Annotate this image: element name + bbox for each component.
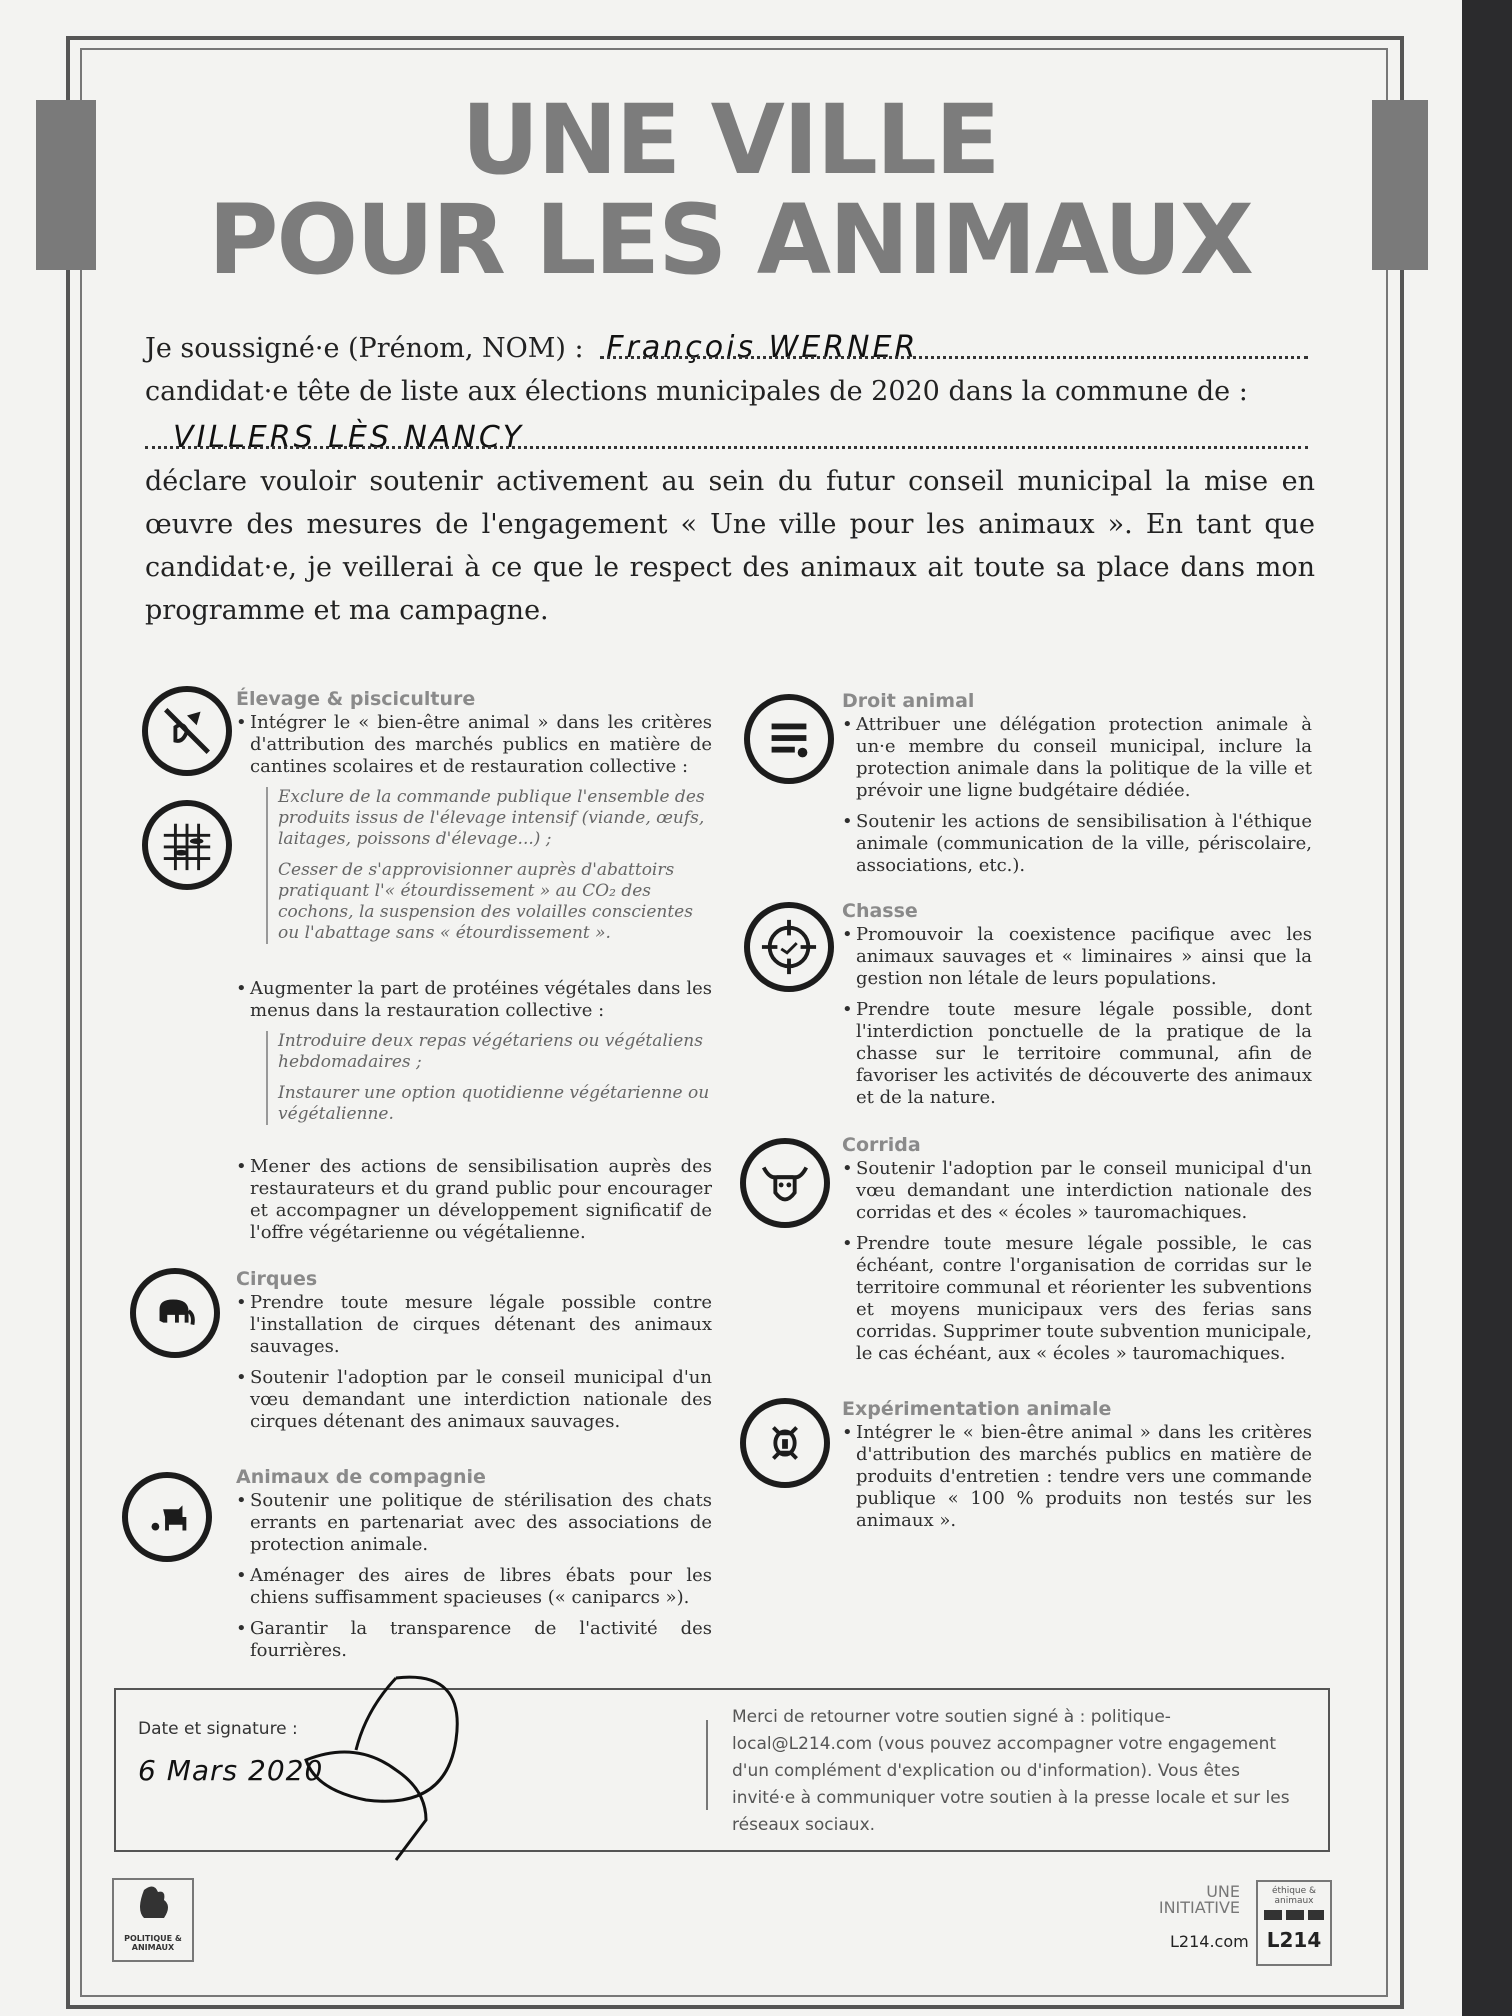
compagnie-item-3: • Garantir la transparence de l'activité des fourrières. xyxy=(236,1618,712,1662)
cirques-section xyxy=(236,1268,712,1442)
politique-animaux-logo xyxy=(112,1878,194,1962)
droit-item-1: • Attribuer une délégation protection animale à un·e membre du conseil municipal, inclure la protection animale dans la politique de la ville et prévoir une ligne budgétaire dédiée. xyxy=(842,714,1312,802)
corrida-section xyxy=(842,1134,1312,1374)
elevage-item-1: • Intégrer le « bien-être animal » dans les critères d'attribution des marchés publics en matière de cantines scolaires et de restauration collective : xyxy=(236,712,712,778)
bull-icon xyxy=(740,1138,830,1228)
commune-dotted-line xyxy=(145,446,1308,449)
elevage-title: Élevage & pisciculture xyxy=(236,688,476,710)
elevage-sub-2b: Instaurer une option quotidienne végétarienne ou végétalienne. xyxy=(278,1083,710,1124)
commune-field[interactable]: VILLERS LÈS NANCY xyxy=(173,420,525,455)
elevage-section xyxy=(236,688,712,956)
compagnie-item-2: • Aménager des aires de libres ébats pour les chiens suffisamment spacieuses (« caniparcs »). xyxy=(236,1565,712,1609)
corrida-title: Corrida xyxy=(842,1134,921,1156)
chasse-title: Chasse xyxy=(842,900,918,922)
elevage-section-2 xyxy=(236,978,712,1137)
l214-site-link[interactable]: L214.com xyxy=(1170,1932,1249,1951)
cirques-item-2: • Soutenir l'adoption par le conseil municipal d'un vœu demandant une interdiction nationale des cirques détenant des animaux sauvages. xyxy=(236,1367,712,1433)
commune-row xyxy=(145,416,1315,460)
chasse-section xyxy=(842,900,1312,1118)
signature-date[interactable]: 6 Mars 2020 xyxy=(138,1754,324,1787)
fish-forbidden-icon xyxy=(142,686,232,776)
rooster-icon xyxy=(114,1880,192,1930)
politique-animaux-text: POLITIQUE & ANIMAUX xyxy=(124,1934,182,1952)
elevage-item-2: • Augmenter la part de protéines végétales dans les menus dans la restauration collective : xyxy=(236,978,712,1022)
cirques-item-1: • Prendre toute mesure légale possible contre l'installation de cirques détenant des animaux sauvages. xyxy=(236,1292,712,1358)
crosshair-icon xyxy=(744,902,834,992)
fish-farm-cage-icon xyxy=(142,800,232,890)
l214-tagline: éthique & animaux xyxy=(1271,1886,1317,1906)
elevage-sub-1b: Cesser de s'approvisionner auprès d'abattoirs pratiquant l'« étourdissement » au CO₂ des cochons, la suspension des volailles conscientes ou l'abattage sans « étourdissement ». xyxy=(278,860,693,943)
elephant-icon xyxy=(130,1268,220,1358)
compagnie-title: Animaux de compagnie xyxy=(236,1466,486,1488)
l214-wordmark: L214 xyxy=(1266,1928,1322,1952)
name-dotted-line xyxy=(600,356,1308,359)
name-field[interactable]: François WERNER xyxy=(606,330,919,365)
experimentation-section xyxy=(842,1398,1312,1541)
page-title xyxy=(80,84,1380,296)
title-line-2: POUR LES ANIMAUX xyxy=(208,184,1252,296)
chasse-item-1: • Promouvoir la coexistence pacifique avec les animaux sauvages et « liminaires » ainsi que la gestion non létale de leurs populations. xyxy=(842,924,1312,990)
corrida-item-2: • Prendre toute mesure légale possible, le cas échéant, contre l'organisation de corridas sur le territoire communal et réorienter les subventions et moyens municipaux vers des ferias sans corridas. Supprimer toute subvention municipale, le cas échéant, aux « écoles » tauromachiques. xyxy=(842,1233,1312,1365)
l214-logo xyxy=(1256,1880,1332,1966)
initiative-line-2: INITIATIVE xyxy=(1158,1898,1240,1917)
signature-divider xyxy=(706,1720,708,1810)
elevage-sublist-2 xyxy=(266,1031,712,1125)
compagnie-section xyxy=(236,1466,712,1671)
elevage-sublist-1 xyxy=(266,787,712,944)
signature-box xyxy=(114,1688,1330,1852)
initiative-line-1: UNE xyxy=(1206,1882,1240,1901)
return-instructions: Merci de retourner votre soutien signé à : politique-local@L214.com (vous pouvez accompagner votre engagement d'un complément d'explication ou d'information). Vous êtes invité·e à communiquer votre soutien à la presse locale et sur les réseaux sociaux. xyxy=(732,1707,1290,1835)
dog-cat-icon xyxy=(122,1472,212,1562)
title-line-1: UNE VILLE xyxy=(461,84,999,196)
declaration-text: déclare vouloir soutenir activement au sein du futur conseil municipal la mise en œuvre des mesures de l'engagement « Une ville pour les animaux ». En tant que candidat·e, je veillerai à ce que le respect des animaux ait toute sa place dans mon programme et ma campagne. xyxy=(145,466,1315,626)
name-row xyxy=(145,326,1315,370)
corrida-item-1: • Soutenir l'adoption par le conseil municipal d'un vœu demandant une interdiction nationale des corridas et des « écoles » tauromachiques. xyxy=(842,1158,1312,1224)
document-list-icon xyxy=(744,694,834,784)
elevage-section-3 xyxy=(236,1156,712,1253)
commune-label: candidat·e tête de liste aux élections municipales de 2020 dans la commune de : xyxy=(145,376,1248,407)
handwritten-signature[interactable] xyxy=(276,1670,516,1870)
elevage-sub-1a: Exclure de la commande publique l'ensemble des produits issus de l'élevage intensif (viande, œufs, laitages, poissons d'élevage...) ; xyxy=(278,787,705,849)
elevage-item-3: • Mener des actions de sensibilisation auprès des restaurateurs et du grand public pour encourager et accompagner un développement significatif de l'offre végétarienne ou végétalienne. xyxy=(236,1156,712,1244)
animals-silhouette-icon xyxy=(1258,1906,1330,1924)
droit-title: Droit animal xyxy=(842,690,975,712)
chasse-item-2: • Prendre toute mesure légale possible, dont l'interdiction ponctuelle de la pratique de la chasse sur le territoire communal, afin de favoriser les activités de découverte des animaux et de la nature. xyxy=(842,999,1312,1109)
signature-label: Date et signature : xyxy=(138,1719,298,1739)
cirques-title: Cirques xyxy=(236,1268,318,1290)
droit-section xyxy=(842,690,1312,886)
name-label: Je soussigné·e (Prénom, NOM) : xyxy=(145,333,584,364)
experimentation-title: Expérimentation animale xyxy=(842,1398,1112,1420)
elevage-sub-2a: Introduire deux repas végétariens ou végétaliens hebdomadaires ; xyxy=(278,1031,703,1072)
frog-icon xyxy=(740,1398,830,1488)
experimentation-item-1: • Intégrer le « bien-être animal » dans les critères d'attribution des marchés publics en matière de produits d'entretien : tendre vers une commande publique « 100 % produits non testés sur les animaux ». xyxy=(842,1422,1312,1532)
compagnie-item-1: • Soutenir une politique de stérilisation des chats errants en partenariat avec des associations de protection animale. xyxy=(236,1490,712,1556)
droit-item-2: • Soutenir les actions de sensibilisation à l'éthique animale (communication de la ville, périscolaire, associations, etc.). xyxy=(842,811,1312,877)
title-band-right xyxy=(1372,100,1428,270)
